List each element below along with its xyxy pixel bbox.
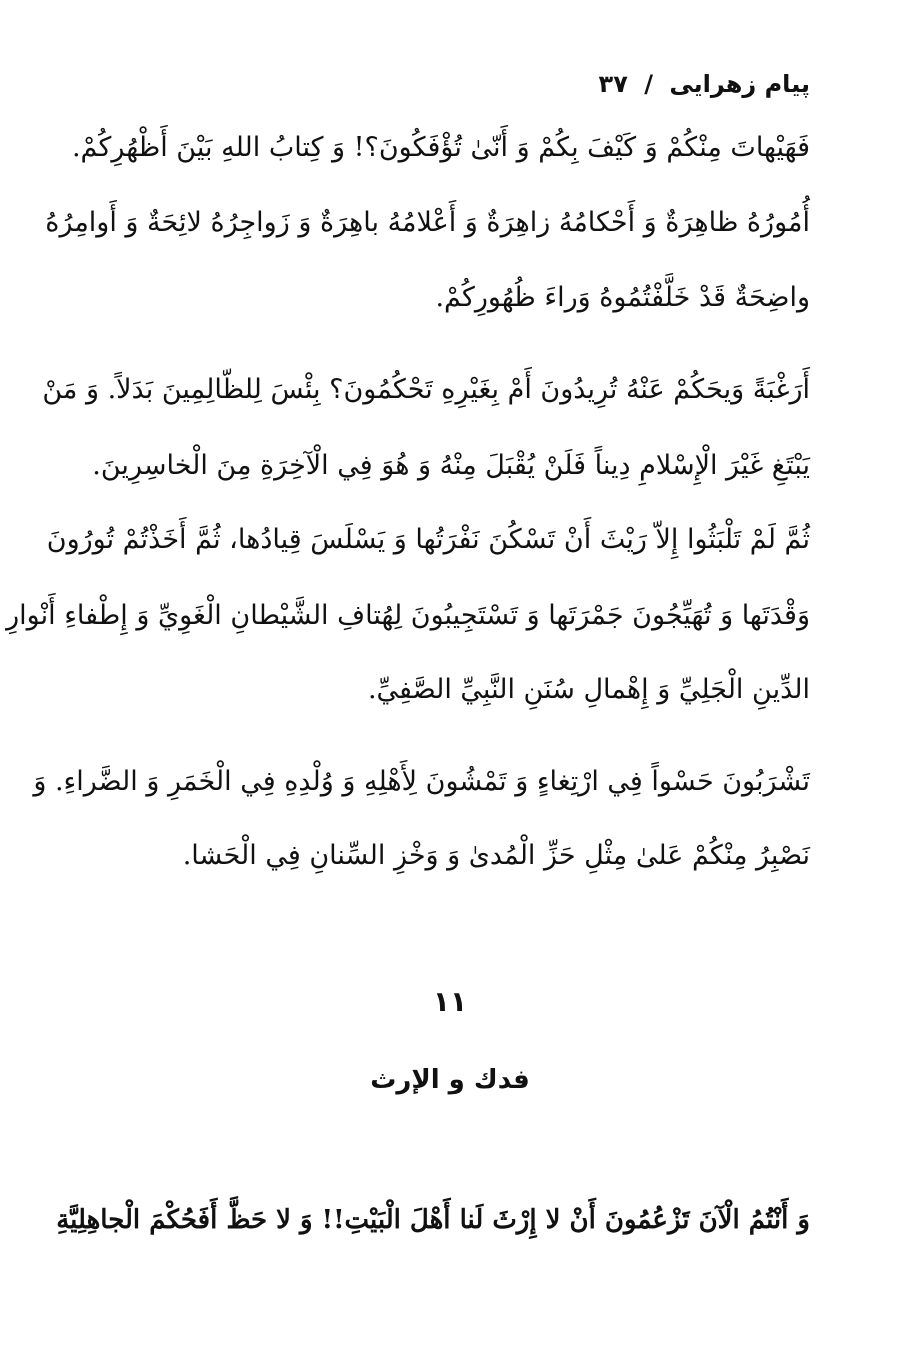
- section-number: ۱۱: [432, 985, 468, 1018]
- text-line: وَقْدَتَها وَ تُهَيِّجُونَ جَمْرَتَها وَ تَسْتَجِيبُونَ لِهُتافِ الشَّيْطانِ الْغَوِيِّ وَ إِطْفاءِ أَنْوارِ: [6, 600, 810, 631]
- text-line: ثُمَّ لَمْ تَلْبَثُوا إِلاّ رَيْثَ أَنْ تَسْكُنَ نَفْرَتُها وَ يَسْلَسَ قِيادُها، ثُمَّ أَخَذْتُمْ تُورُونَ: [46, 524, 810, 555]
- text-line: يَبْتَغِ غَيْرَ الْإِسْلامِ دِيناً فَلَنْ يُقْبَلَ مِنْهُ وَ هُوَ فِي الْآخِرَةِ مِنَ الْخاسِرِينَ.: [92, 450, 810, 481]
- text-line: أَرَغْبَةً وَيحَكُمْ عَنْهُ تُرِيدُونَ أَمْ بِغَيْرِهِ تَحْكُمُونَ؟ بِئْسَ لِلظّالِمِينَ بَدَلاً. وَ مَنْ: [42, 374, 810, 405]
- page-number: ۳۷: [598, 70, 628, 98]
- running-header: [591, 70, 810, 98]
- text-line: الدِّينِ الْجَلِيِّ وَ إِهْمالِ سُنَنِ النَّبِيِّ الصَّفِيِّ.: [367, 674, 810, 705]
- header-separator: /: [644, 70, 653, 98]
- text-line: وَ أَنْتُمُ الْآنَ تَزْعُمُونَ أَنْ لا إِرْثَ لَنا أَهْلَ الْبَيْتِ!! وَ لا حَظَّ أَفَحُكْمَ الْجاهِلِيَّةِ: [56, 1205, 810, 1235]
- text-line: تَشْرَبُونَ حَسْواً فِي ارْتِغاءٍ وَ تَمْشُونَ لِأَهْلِهِ وَ وُلْدِهِ فِي الْخَمَرِ وَ الضَّراءِ. وَ: [33, 766, 810, 797]
- text-line: أُمُورُهُ ظاهِرَةٌ وَ أَحْكامُهُ زاهِرَةٌ وَ أَعْلامُهُ باهِرَةٌ وَ زَواجِرُهُ لائِحَةٌ وَ أَوامِرُهُ: [45, 207, 810, 238]
- text-line: فَهَيْهاتَ مِنْكُمْ وَ كَيْفَ بِكُمْ وَ أَنّىٰ تُؤْفَكُونَ؟! وَ كِتابُ اللهِ بَيْنَ أَظْهُرِكُمْ.: [71, 132, 810, 163]
- text-line: نَصْبِرُ مِنْكُمْ عَلىٰ مِثْلِ حَزِّ الْمُدىٰ وَ وَخْزِ السِّنانِ فِي الْحَشا.: [182, 840, 810, 871]
- text-line: واضِحَةٌ قَدْ خَلَّفْتُمُوهُ وَراءَ ظُهُورِكُمْ.: [435, 282, 810, 313]
- section-title: فدك و الإرث: [370, 1065, 530, 1095]
- book-title: پیام زهرایی: [669, 70, 810, 98]
